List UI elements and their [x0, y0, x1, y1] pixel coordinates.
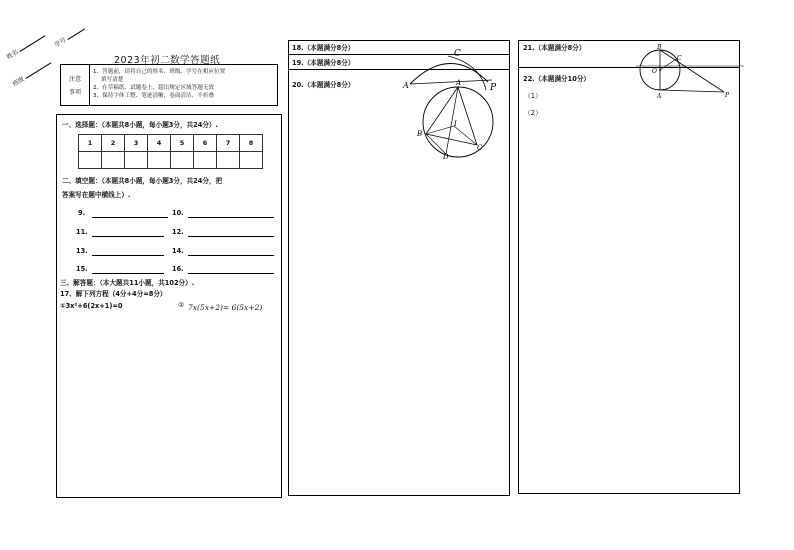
blank-label: 10.: [172, 209, 184, 217]
name-label: 姓名: [5, 48, 20, 62]
segment-oc: [660, 59, 676, 70]
q22-part-1: （1）: [524, 92, 542, 100]
choice-header: 1: [79, 135, 102, 152]
blank-line-9[interactable]: [92, 217, 168, 218]
section3-title: 三、解答题：（本大题共11小题，共102分）.: [60, 279, 195, 287]
section2-title-line2: 答案写在题中横线上）.: [62, 191, 131, 199]
blank-line-16[interactable]: [188, 273, 274, 274]
label-b: B: [417, 130, 423, 138]
notes-label: [61, 65, 90, 105]
blank-label: 11.: [76, 228, 88, 236]
choice-header: 4: [148, 135, 171, 152]
blank-label: 13.: [76, 247, 88, 255]
q22-part-2: （2）: [524, 109, 542, 117]
label-i: I: [454, 120, 457, 128]
choice-answer-grid: [78, 134, 263, 169]
circumcircle: [423, 87, 493, 157]
id-field: [54, 26, 86, 49]
q17-title: 17、解下列方程（4分+4分=8分）: [60, 290, 167, 298]
choice-answer-cell[interactable]: [148, 152, 171, 169]
choice-answer-cell[interactable]: [194, 152, 217, 169]
geometry-figure-q21: [636, 42, 746, 102]
segment-bp: [660, 50, 724, 92]
label-a-left: A: [403, 81, 409, 90]
blank-line-11[interactable]: [92, 236, 164, 237]
q17-part1: ①3x²+6(2x+1)=0: [60, 302, 123, 310]
q17-part2: 7x(5x+2)= 6(5x+2): [188, 303, 263, 312]
blank-line-12[interactable]: [188, 236, 274, 237]
choice-answer-cell[interactable]: [240, 152, 263, 169]
choice-header: 6: [194, 135, 217, 152]
choice-header: 5: [171, 135, 194, 152]
blank-label: 14.: [172, 247, 184, 255]
segment-bd: [426, 134, 446, 154]
q21-title: 21.（本题满分8分）: [523, 44, 586, 52]
note-item: 填写清楚: [101, 77, 124, 83]
geometry-figure-q18-q20: [400, 42, 510, 162]
blank-label: 16.: [172, 265, 184, 273]
choice-answer-cell[interactable]: [217, 152, 240, 169]
choice-header: 8: [240, 135, 263, 152]
note-item: 2、在草稿纸、试题卷上，超出规定区域答题无效: [93, 85, 215, 91]
q17-part2-marker: ②: [178, 301, 185, 309]
label-c: C: [477, 144, 483, 152]
blank-line-15[interactable]: [92, 273, 164, 274]
section1-title: 一、选择题：（本题共8小题，每小题3分，共24分）.: [62, 121, 219, 129]
label-c: C: [677, 55, 682, 62]
section2-title-line1: 二、填空题：（本题共8小题，每小题3分，共24分，把: [62, 177, 223, 185]
blank-line-13[interactable]: [92, 255, 164, 256]
choice-answer-cell[interactable]: [79, 152, 102, 169]
choice-answer-cell[interactable]: [102, 152, 125, 169]
blank-line-10[interactable]: [188, 217, 274, 218]
q18-title: 18.（本题满分8分）: [292, 44, 355, 52]
answer-column-3: [518, 40, 740, 494]
note-item: 3、保持字体工整、笔迹清晰，卷面清洁、不折叠: [93, 93, 215, 99]
arc-construct: [448, 56, 486, 90]
center-dot: [659, 69, 661, 71]
label-a: A: [657, 93, 662, 100]
label-a: A: [456, 79, 462, 87]
triangle-abc: [426, 87, 477, 145]
q22-title: 22.（本题满分10分）: [523, 75, 591, 83]
label-c-top: C: [454, 49, 461, 59]
blank-label: 12.: [172, 228, 184, 236]
choice-header: 3: [125, 135, 148, 152]
label-p: P: [725, 92, 730, 99]
blank-label: 15.: [76, 265, 88, 273]
choice-answer-cell[interactable]: [125, 152, 148, 169]
notes-label-line2: 事项: [68, 89, 81, 96]
label-p: P: [490, 83, 497, 93]
notes-box: [60, 64, 278, 106]
notes-label-line1: 注意: [68, 76, 81, 83]
blank-line-14[interactable]: [188, 255, 274, 256]
choice-answer-cell[interactable]: [171, 152, 194, 169]
choice-header: 7: [217, 135, 240, 152]
class-label: 班级: [11, 75, 26, 89]
q19-title: 19.（本题满分8分）: [292, 59, 355, 67]
line-ap: [410, 80, 492, 84]
label-b: B: [657, 44, 662, 51]
choice-header: 2: [102, 135, 125, 152]
id-label: 学号: [53, 36, 68, 50]
label-o: O: [652, 68, 657, 75]
blank-label: 9.: [78, 209, 86, 217]
segment-ap: [660, 90, 724, 92]
page-title: 2023年初二数学答题纸: [114, 55, 221, 66]
name-field: [6, 33, 47, 62]
label-d: D: [443, 153, 449, 161]
class-field: [12, 60, 53, 89]
note-item: 1、答题前，请将自己的姓名、班级、学号在相应位置: [93, 69, 226, 75]
q20-title: 20.（本题满分8分）: [292, 81, 355, 89]
